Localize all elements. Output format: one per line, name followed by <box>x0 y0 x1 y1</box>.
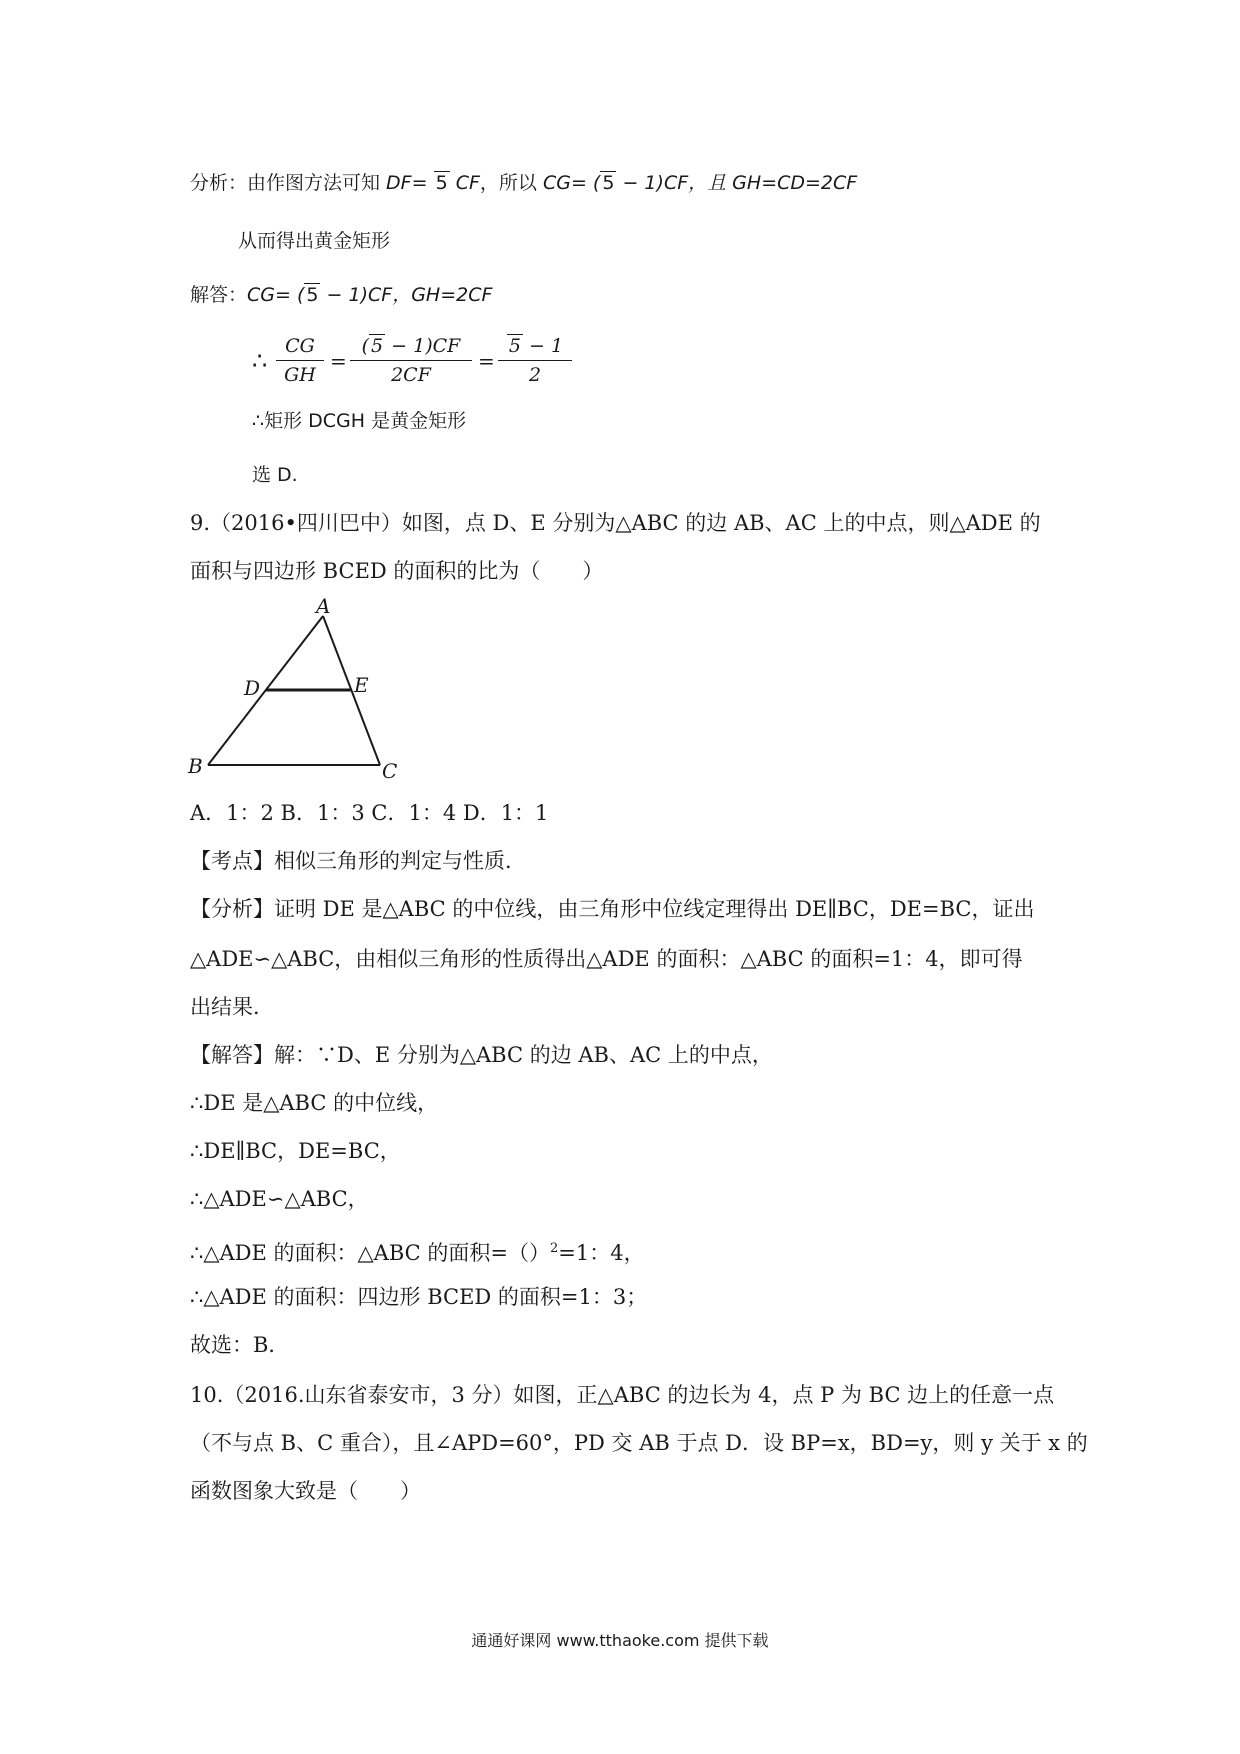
df-label: DF= <box>386 172 434 194</box>
q9-jieda-4: ∴△ADE∽△ABC， <box>190 1187 369 1211</box>
q10-line-2: （不与点 B、C 重合），且∠APD=60°，PD 交 AB 于点 D．设 BP=x，BD=y，则 y 关于 x 的 <box>190 1431 1088 1455</box>
sqrt5-value: 5 <box>435 172 448 194</box>
q9-jieda-6: ∴△ADE 的面积：四边形 BCED 的面积=1：3； <box>190 1285 648 1309</box>
answer-prefix: 解答： <box>190 284 248 306</box>
answer-gh: ，GH=2CF <box>392 284 493 306</box>
frac2-pre: ( <box>361 335 370 357</box>
triangle-figure <box>180 595 420 785</box>
analysis-line-1 <box>190 168 857 198</box>
frac2-sqrt5 <box>369 334 385 357</box>
therefore-symbol: ∴ <box>252 347 268 375</box>
q9-kaodian: 【考点】相似三角形的判定与性质． <box>190 849 526 873</box>
q9-jieda-3: ∴DE∥BC，DE=BC， <box>190 1139 401 1163</box>
label-e: E <box>354 673 369 697</box>
jieda5-pre: ∴△ADE 的面积：△ABC 的面积=（） <box>190 1241 550 1265</box>
analysis-prefix: 分析：由作图方法可知 <box>190 172 387 194</box>
label-c: C <box>382 759 398 783</box>
analysis-mid: ，所以 <box>479 172 543 194</box>
fraction-cg-gh <box>276 332 324 389</box>
q9-jieda-2: ∴DE 是△ABC 的中位线， <box>190 1091 439 1115</box>
cg-tail: − 1)CF <box>616 172 689 194</box>
sqrt5 <box>434 171 450 194</box>
frac3-post: − 1 <box>523 335 564 357</box>
label-b: B <box>188 754 203 778</box>
answer-conclusion: ∴矩形 DCGH 是黄金矩形 <box>252 410 467 432</box>
fraction-golden-num <box>498 332 572 361</box>
analysis-end: ，且 GH=CD=2CF <box>688 172 858 194</box>
equals-1: = <box>330 349 347 373</box>
jieda5-sup: 2 <box>550 1241 559 1256</box>
frac2-post: − 1)CF <box>385 335 461 357</box>
answer-cg: CG= ( <box>247 284 305 306</box>
answer-sqrt5-value: 5 <box>306 284 319 306</box>
analysis-line-2: 从而得出黄金矩形 <box>238 230 391 252</box>
answer-cg-tail: − 1)CF <box>320 284 393 306</box>
q10-line-3: 函数图象大致是（ ） <box>190 1479 421 1503</box>
q9-line-2: 面积与四边形 BCED 的面积的比为（ ） <box>190 559 604 583</box>
answer-line-1 <box>190 280 492 310</box>
fraction-cg-gh-den: GH <box>284 364 316 386</box>
label-d: D <box>244 676 261 700</box>
fraction-middle-den: 2CF <box>391 364 431 386</box>
q9-fenxi-3: 出结果． <box>190 995 274 1019</box>
frac2-sqrt5-value: 5 <box>371 335 384 357</box>
fraction-middle <box>350 332 472 389</box>
q9-jieda-1: 【解答】解：∵D、E 分别为△ABC 的边 AB、AC 上的中点， <box>190 1043 773 1067</box>
q9-jieda-5 <box>190 1234 645 1268</box>
fraction-middle-num <box>350 332 472 361</box>
q9-fenxi-1: 【分析】证明 DE 是△ABC 的中位线，由三角形中位线定理得出 DE∥BC，DE=BC，证出 <box>190 897 1035 921</box>
cg-label: CG= ( <box>542 172 601 194</box>
fraction-golden-den: 2 <box>528 364 542 386</box>
page-footer: 通通好课网 www.tthaoke.com 提供下载 <box>471 1631 769 1650</box>
sqrt5-b <box>600 171 616 194</box>
q9-fenxi-2: △ADE∽△ABC，由相似三角形的性质得出△ADE 的面积：△ABC 的面积=1：4，即可得 <box>190 947 1023 971</box>
sqrt5-value-b: 5 <box>602 172 615 194</box>
q10-line-1: 10.（2016.山东省泰安市，3 分）如图，正△ABC 的边长为 4，点 P 为 BC 边上的任意一点 <box>190 1383 1055 1407</box>
q9-options: A．1：2 B．1：3 C．1：4 D．1：1 <box>190 801 549 825</box>
jieda5-post: =1：4， <box>558 1241 645 1265</box>
frac3-sqrt5 <box>507 334 523 357</box>
q9-jieda-7: 故选：B． <box>190 1333 290 1357</box>
fraction-cg-gh-num: CG <box>276 332 324 361</box>
label-a: A <box>316 595 331 618</box>
equals-2: = <box>478 349 495 373</box>
q9-line-1: 9.（2016•四川巴中）如图，点 D、E 分别为△ABC 的边 AB、AC 上的中点，则△ADE 的 <box>190 511 1041 535</box>
answer-sqrt5 <box>304 283 320 306</box>
answer-choice: 选 D. <box>252 464 298 486</box>
frac3-sqrt5-value: 5 <box>508 335 521 357</box>
fraction-golden <box>498 332 572 389</box>
cf-label: CF <box>449 172 480 194</box>
